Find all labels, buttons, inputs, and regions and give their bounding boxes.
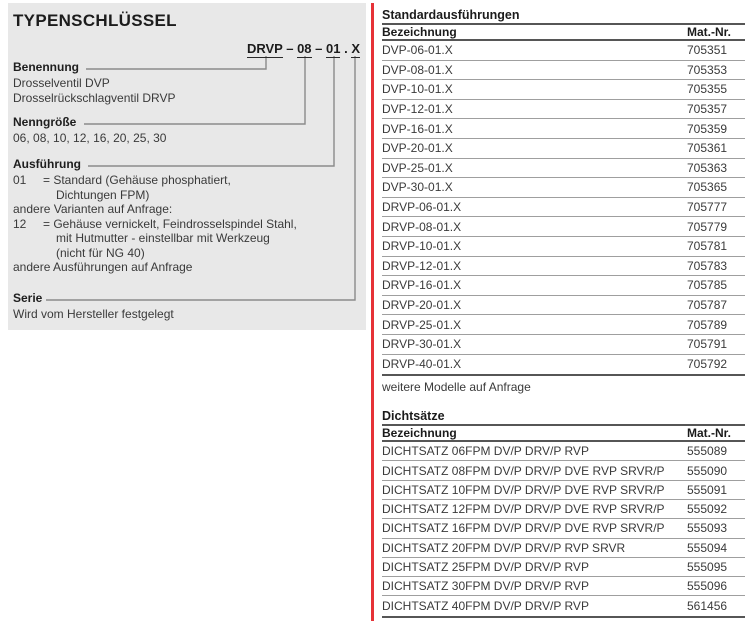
cell-bezeichnung: DRVP-06-01.X (382, 200, 462, 215)
table-row (382, 276, 745, 296)
table-row (382, 217, 745, 237)
column-header-matnr: Mat.-Nr. (687, 426, 732, 441)
cell-bezeichnung: DRVP-20-01.X (382, 298, 462, 313)
table-row (382, 500, 745, 519)
section-line: Wird vom Hersteller festgelegt (13, 307, 174, 321)
table-row (382, 519, 745, 538)
cell-matnr: 555091 (687, 482, 728, 497)
table-row (382, 355, 745, 375)
cell-bezeichnung: DICHTSATZ 25FPM DV/P DRV/P RVP (382, 560, 589, 575)
cell-matnr: 705791 (687, 337, 728, 352)
table-row (382, 159, 745, 179)
cell-bezeichnung: DICHTSATZ 08FPM DV/P DRV/P DVE RVP SRVR/P (382, 463, 665, 478)
type-code-segment-serie: X (351, 41, 360, 56)
cell-matnr: 705357 (687, 102, 728, 117)
cell-bezeichnung: DICHTSATZ 16FPM DV/P DRV/P DVE RVP SRVR/P (382, 521, 665, 536)
section-lines (13, 131, 166, 146)
table-title: Standardausführungen (382, 8, 520, 22)
table-row (382, 100, 745, 120)
type-code-segment-ausfuehrung: 01 (326, 41, 341, 56)
table-row (382, 335, 745, 355)
red-divider-line (371, 3, 374, 621)
section-lines (13, 307, 174, 322)
cell-matnr: 555094 (687, 540, 728, 555)
cell-bezeichnung: DVP-20-01.X (382, 141, 453, 156)
cell-bezeichnung: DICHTSATZ 10FPM DV/P DRV/P DVE RVP SRVR/P (382, 482, 665, 497)
type-code-segment-nenngroesse: 08 (297, 41, 312, 56)
cell-matnr: 705351 (687, 43, 728, 58)
cell-matnr: 705363 (687, 160, 728, 175)
type-key-panel (8, 3, 366, 330)
table-row (382, 596, 745, 615)
cell-bezeichnung: DVP-06-01.X (382, 43, 453, 58)
table-standardausfuehrungen (382, 7, 745, 394)
cell-matnr: 705781 (687, 239, 728, 254)
table-row (382, 198, 745, 218)
cell-bezeichnung: DICHTSATZ 40FPM DV/P DRV/P RVP (382, 599, 589, 614)
cell-bezeichnung: DRVP-10-01.X (382, 239, 462, 254)
section-line: Dichtungen FPM) (56, 187, 150, 202)
cell-matnr: 705789 (687, 317, 728, 332)
section-serie (13, 292, 174, 322)
table-header-row (382, 23, 745, 41)
section-line: andere Ausführungen auf Anfrage (13, 260, 193, 274)
table-row (382, 577, 745, 596)
cell-matnr: 705777 (687, 200, 728, 215)
cell-bezeichnung: DVP-30-01.X (382, 180, 453, 195)
cell-matnr: 555092 (687, 502, 728, 517)
section-lines (13, 173, 297, 275)
section-line: 06, 08, 10, 12, 16, 20, 25, 30 (13, 131, 167, 145)
table-row (382, 178, 745, 198)
section-heading: Serie (13, 291, 43, 305)
table-row (382, 139, 745, 159)
section-line: Drosselventil DVP (13, 76, 110, 90)
column-header-bezeichnung: Bezeichnung (382, 426, 457, 441)
section-ausfuehrung (13, 158, 297, 275)
cell-matnr: 555090 (687, 463, 728, 478)
section-line: Drosselrückschlagventil DRVP (13, 90, 176, 105)
cell-bezeichnung: DRVP-25-01.X (382, 317, 462, 332)
table-row (382, 296, 745, 316)
table-row (382, 257, 745, 277)
type-code-separator: – (311, 41, 327, 56)
table-row (382, 315, 745, 335)
table-row (382, 119, 745, 139)
page-title: TYPENSCHLÜSSEL (13, 11, 177, 30)
column-header-bezeichnung: Bezeichnung (382, 25, 457, 39)
table-row (382, 481, 745, 500)
table-row (382, 442, 745, 461)
tables-column (382, 0, 745, 618)
type-code-segment-benennung: DRVP (246, 41, 283, 56)
cell-matnr: 705355 (687, 82, 728, 97)
section-nenngroesse (13, 116, 166, 146)
cell-bezeichnung: DICHTSATZ 06FPM DV/P DRV/P RVP (382, 444, 589, 459)
table-body (382, 41, 745, 376)
cell-matnr: 705365 (687, 180, 728, 195)
table-dichtsaetze (382, 408, 745, 618)
section-heading: Nenngröße (13, 115, 77, 129)
table-footnote: weitere Modelle auf Anfrage (382, 380, 531, 395)
cell-matnr: 705353 (687, 62, 728, 77)
variant-code: 12 (13, 216, 27, 231)
table-header-row (382, 424, 745, 442)
table-body (382, 442, 745, 618)
table-row (382, 80, 745, 100)
table-row (382, 558, 745, 577)
cell-bezeichnung: DICHTSATZ 12FPM DV/P DRV/P DVE RVP SRVR/P (382, 502, 665, 517)
section-heading: Ausführung (13, 157, 81, 171)
column-header-matnr: Mat.-Nr. (687, 25, 732, 39)
cell-bezeichnung: DRVP-16-01.X (382, 278, 462, 293)
cell-matnr: 705792 (687, 357, 728, 372)
cell-bezeichnung: DVP-12-01.X (382, 102, 453, 117)
cell-matnr: 705785 (687, 278, 728, 293)
cell-matnr: 705779 (687, 219, 728, 234)
cell-matnr: 555095 (687, 560, 728, 575)
cell-bezeichnung: DRVP-40-01.X (382, 357, 462, 372)
table-row (382, 539, 745, 558)
cell-bezeichnung: DVP-25-01.X (382, 160, 453, 175)
section-line: (nicht für NG 40) (56, 245, 145, 260)
table-row (382, 41, 745, 61)
section-heading: Benennung (13, 60, 79, 74)
table-row (382, 61, 745, 81)
type-code-separator: . (340, 41, 352, 56)
table-title: Dichtsätze (382, 409, 445, 424)
section-line: mit Hutmutter - einstellbar mit Werkzeug (56, 231, 270, 245)
section-line: 12 = Gehäuse vernickelt, Feindrosselspindel Stahl, (13, 216, 297, 231)
cell-bezeichnung: DRVP-12-01.X (382, 258, 462, 273)
section-line: andere Varianten auf Anfrage: (13, 202, 173, 216)
cell-bezeichnung: DVP-08-01.X (382, 62, 453, 77)
section-line: 01 = Standard (Gehäuse phosphatiert, (13, 173, 231, 187)
section-benennung (13, 61, 176, 105)
cell-matnr: 561456 (687, 599, 728, 614)
cell-matnr: 705361 (687, 141, 728, 156)
cell-matnr: 705783 (687, 258, 728, 273)
cell-bezeichnung: DRVP-30-01.X (382, 337, 462, 352)
table-row (382, 237, 745, 257)
cell-matnr: 555089 (687, 444, 728, 459)
cell-matnr: 705787 (687, 298, 728, 313)
section-lines (13, 76, 176, 105)
cell-bezeichnung: DVP-10-01.X (382, 82, 453, 97)
type-code (247, 41, 360, 56)
cell-bezeichnung: DRVP-08-01.X (382, 219, 462, 234)
table-row (382, 461, 745, 480)
cell-matnr: 555096 (687, 579, 728, 594)
cell-matnr: 555093 (687, 521, 728, 536)
cell-matnr: 705359 (687, 121, 728, 136)
variant-code: 01 (13, 173, 27, 187)
cell-bezeichnung: DVP-16-01.X (382, 121, 453, 136)
type-code-separator: – (282, 41, 298, 56)
cell-bezeichnung: DICHTSATZ 20FPM DV/P DRV/P RVP SRVR (382, 540, 626, 555)
cell-bezeichnung: DICHTSATZ 30FPM DV/P DRV/P RVP (382, 579, 589, 594)
